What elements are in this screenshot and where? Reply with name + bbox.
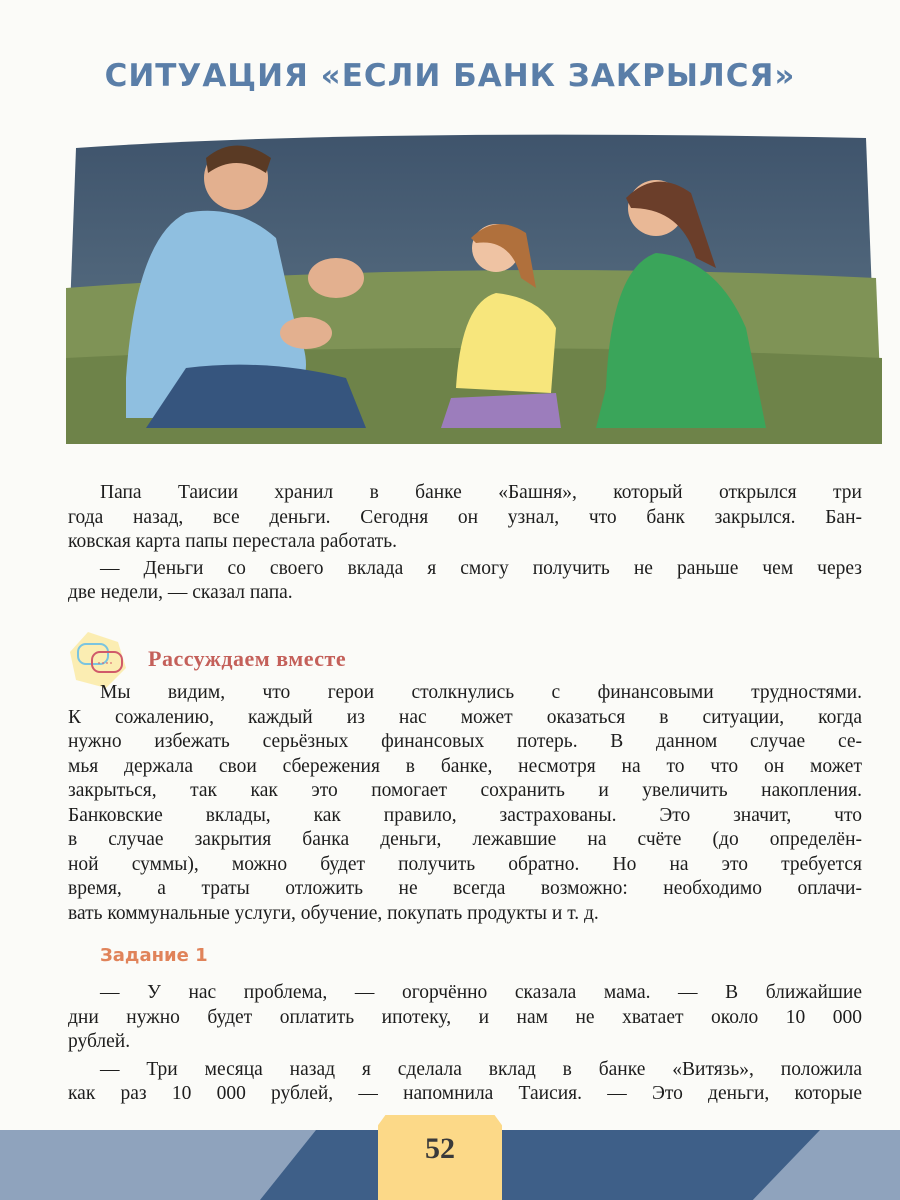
text-line: рублей. [68,1031,131,1052]
text-line: — У нас проблема, — огорчённо сказала мама. — В ближайшие [100,982,862,1003]
paragraph [68,981,862,1055]
text-line: нужно избежать серьёзных финансовых потерь. В данном случае се- [68,731,862,752]
text-line: Мы видим, что герои столкнулись с финансовыми трудностями. [100,682,862,703]
text-line: две недели, — сказал папа. [68,582,293,603]
paragraph [68,681,862,926]
text-line: К сожалению, каждый из нас может оказаться в ситуации, когда [68,706,862,728]
text-line: закрыться, так как это помогает сохранить и увеличить накопления. [68,780,862,801]
text-line: в случае закрытия банка деньги, лежавшие на счёте (до определён- [68,829,862,850]
text-line: ной суммы), можно будет получить обратно. Но на это требуется [68,853,862,875]
text-line: Банковские вклады, как правило, застрахованы. Это значит, что [68,804,862,826]
text-line: мья держала свои сбережения в банке, несмотря на то что он может [68,755,862,777]
text-line: Папа Таисии хранил в банке «Башня», который открылся три [100,482,862,503]
paragraph [68,481,862,555]
text-line: — Три месяца назад я сделала вклад в банке «Витязь», положила [100,1058,862,1080]
text-line: вать коммунальные услуги, обучение, покупать продукты и т. д. [68,902,599,924]
text-line: — Деньги со своего вклада я смогу получить не раньше чем через [100,557,862,579]
text-line: дни нужно будет оплатить ипотеку, и нам не хватает около 10 000 [68,1006,862,1028]
task-text [68,981,862,1107]
section-heading-discuss: Рассуждаем вместе [148,646,347,671]
text-line: ковская карта папы перестала работать. [68,531,398,552]
family-illustration [66,128,882,444]
page-number: 52 [425,1132,455,1165]
paragraph [68,1058,862,1107]
paragraph [68,557,862,606]
text-line: года назад, все деньги. Сегодня он узнал, что банк закрылся. Бан- [68,506,862,528]
text-line: время, а траты отложить не всегда возможно: необходимо оплачи- [68,878,862,899]
task-heading: Задание 1 [100,945,208,966]
intro-text [68,481,862,606]
text-line: как раз 10 000 рублей, — напомнила Таисия. — Это деньги, которые [68,1083,862,1104]
discussion-text [68,681,862,926]
page-title: СИТУАЦИЯ «ЕСЛИ БАНК ЗАКРЫЛСЯ» [104,58,796,94]
